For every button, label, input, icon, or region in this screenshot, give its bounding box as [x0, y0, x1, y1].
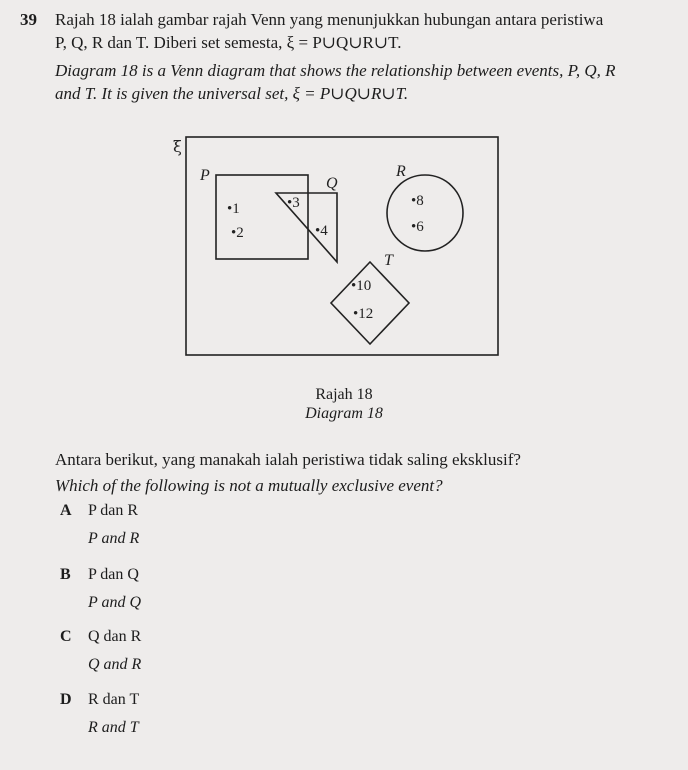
- element-8: •8: [411, 193, 424, 209]
- set-r-circle: [387, 175, 463, 251]
- option-c-english[interactable]: Q and R: [88, 656, 142, 673]
- universal-set-label: ξ: [173, 137, 182, 156]
- option-b-english[interactable]: P and Q: [88, 594, 142, 611]
- element-6: •6: [411, 219, 424, 235]
- question-number: 39: [20, 10, 37, 29]
- option-c-letter: C: [60, 628, 72, 645]
- set-q-label: Q: [326, 175, 338, 192]
- option-d-english[interactable]: R and T: [88, 719, 139, 736]
- option-a-malay[interactable]: P dan R: [88, 502, 139, 519]
- universal-set-rect: [186, 137, 498, 355]
- question-english-line-2: and T. It is given the universal set, ξ = P∪Q∪R∪T.: [55, 84, 409, 103]
- question-malay-line-1: Rajah 18 ialah gambar rajah Venn yang menunjukkan hubungan antara peristiwa: [55, 10, 604, 29]
- set-q-triangle: [276, 193, 337, 262]
- set-r-label: R: [396, 163, 406, 180]
- diagram-caption-english: Diagram 18: [305, 405, 383, 422]
- option-d-malay[interactable]: R dan T: [88, 691, 140, 708]
- question-english-line-1: Diagram 18 is a Venn diagram that shows the relationship between events, P, Q, R: [55, 61, 616, 80]
- option-a-letter: A: [60, 502, 72, 519]
- element-4: •4: [315, 223, 328, 239]
- element-2: •2: [231, 225, 244, 241]
- prompt-english: Which of the following is not a mutually exclusive event?: [55, 476, 443, 495]
- option-c-malay[interactable]: Q dan R: [88, 628, 142, 645]
- set-t-diamond: [331, 262, 409, 344]
- option-b-letter: B: [60, 566, 71, 583]
- option-d-letter: D: [60, 691, 72, 708]
- set-t-label: T: [384, 252, 393, 269]
- prompt-malay: Antara berikut, yang manakah ialah peristiwa tidak saling eksklusif?: [55, 450, 521, 469]
- option-b-malay[interactable]: P dan Q: [88, 566, 139, 583]
- set-p-rect: [216, 175, 308, 259]
- element-12: •12: [353, 306, 374, 322]
- option-a-english[interactable]: P and R: [88, 530, 140, 547]
- element-3: •3: [287, 195, 300, 211]
- element-10: •10: [351, 278, 372, 294]
- question-malay-line-2: P, Q, R dan T. Diberi set semesta, ξ = P∪Q∪R∪T.: [55, 33, 402, 52]
- diagram-caption-malay: Rajah 18: [315, 386, 373, 403]
- set-p-label: P: [200, 167, 210, 184]
- element-1: •1: [227, 201, 240, 217]
